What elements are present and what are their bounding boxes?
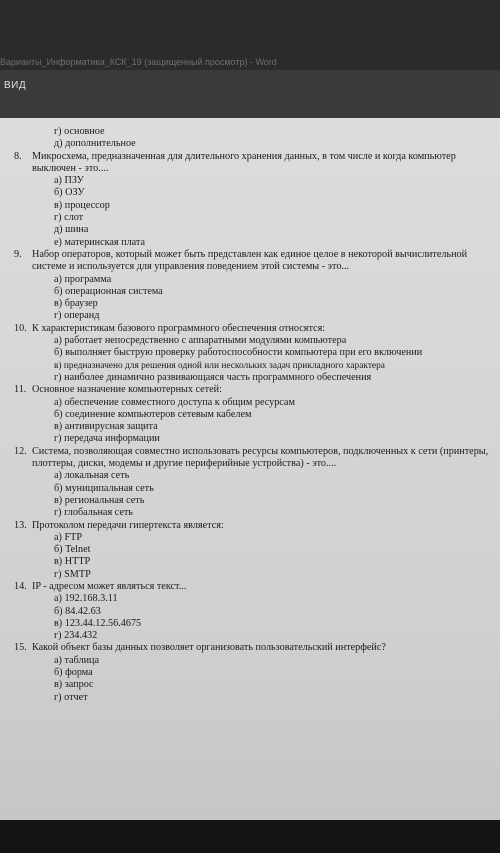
- question-text: Протоколом передачи гипертекста является:: [32, 519, 224, 531]
- question-number: 12.: [14, 445, 27, 457]
- option: г) операнд: [54, 310, 100, 322]
- option: б) ОЗУ: [54, 187, 85, 199]
- option: в) антивирусная защита: [54, 421, 158, 433]
- document-body: [0, 126, 500, 704]
- question-text: Микросхема, предназначенная для длительного хранения данных, в том числе и когда компьютер выключен - это....: [32, 150, 456, 174]
- option: б) выполняет быструю проверку работоспособности компьютера при его включении: [54, 347, 423, 359]
- question-number: 11.: [14, 384, 27, 396]
- option: б) операционная система: [54, 285, 163, 297]
- option: а) программа: [54, 273, 112, 285]
- option: г) SMTP: [54, 568, 91, 580]
- title-bar: [0, 0, 500, 70]
- option: а) локальная сеть: [54, 470, 130, 482]
- question-number: 10.: [14, 322, 27, 334]
- option: а) 192.168.3.11: [54, 593, 118, 605]
- question-9: [14, 249, 490, 274]
- option: б) Telnet: [54, 544, 91, 556]
- option: в) браузер: [54, 298, 98, 310]
- option: б) муниципальная сеть: [54, 482, 154, 494]
- question-number: 9.: [14, 248, 22, 260]
- option: б) соединение компьютеров сетевым кабелем: [54, 408, 252, 420]
- option: а) работает непосредственно с аппаратными модулями компьютера: [54, 335, 347, 347]
- option: г) передача информации: [54, 433, 160, 445]
- question-14: [14, 581, 490, 593]
- option: г) слот: [54, 212, 84, 224]
- question-number: 14.: [14, 580, 27, 592]
- tab-view[interactable]: ВИД: [4, 80, 27, 91]
- question-number: 15.: [14, 642, 27, 654]
- question-text: Система, позволяющая совместно использовать ресурсы компьютеров, подключенных к сети (принтеры, плоттеры, диски, модемы и другие периферийные устройства) - это....: [32, 445, 489, 470]
- ribbon: [0, 70, 500, 118]
- question-text: К характеристикам базового программного обеспечения относятся:: [32, 322, 326, 334]
- option: а) таблица: [54, 654, 99, 666]
- option: д) шина: [54, 224, 89, 236]
- option: в) процессор: [54, 199, 110, 211]
- window-title: Варианты_Информатика_КСК_19 (защищенный просмотр) - Word: [0, 57, 277, 67]
- option: г) наиболее динамично развивающаяся часть программного обеспечения: [54, 371, 372, 383]
- question-15: [14, 642, 490, 654]
- option: а) обеспечение совместного доступа к общим ресурсам: [54, 396, 295, 408]
- question-12: [14, 446, 490, 471]
- option: б) форма: [54, 667, 93, 679]
- document-page: [0, 118, 500, 820]
- question-text: Какой объект базы данных позволяет организовать пользовательский интерфейс?: [32, 642, 386, 654]
- option: г) основное: [54, 126, 105, 137]
- question-11: [14, 384, 490, 396]
- option: б) 84.42.63: [54, 605, 101, 617]
- option: в) предназначено для решения одной или нескольких задач прикладного характера: [54, 360, 385, 371]
- question-8: [14, 151, 490, 176]
- question-text: IP - адресом может являться текст...: [32, 580, 187, 592]
- option: д) дополнительное: [54, 138, 136, 150]
- option: а) ПЗУ: [54, 175, 84, 187]
- question-number: 13.: [14, 519, 27, 531]
- option: г) глобальная сеть: [54, 507, 133, 519]
- option: в) региональная сеть: [54, 494, 145, 506]
- option: е) материнская плата: [54, 236, 146, 248]
- question-number: 8.: [14, 150, 22, 162]
- option: г) 234.432: [54, 630, 98, 642]
- option: в) запрос: [54, 679, 94, 691]
- question-13: [14, 520, 490, 532]
- option: а) FTP: [54, 531, 83, 543]
- bottom-frame: [0, 820, 500, 853]
- question-10: [14, 323, 490, 335]
- question-text: Основное назначение компьютерных сетей:: [32, 384, 222, 396]
- question-text: Набор операторов, который может быть представлен как единое целое в некоторой вычислительной системе и используется для управления поведением этой системы - это...: [32, 248, 468, 273]
- option: г) отчет: [54, 691, 88, 703]
- option: в) 123.44.12.56.4675: [54, 617, 142, 629]
- option: в) HTTP: [54, 556, 91, 568]
